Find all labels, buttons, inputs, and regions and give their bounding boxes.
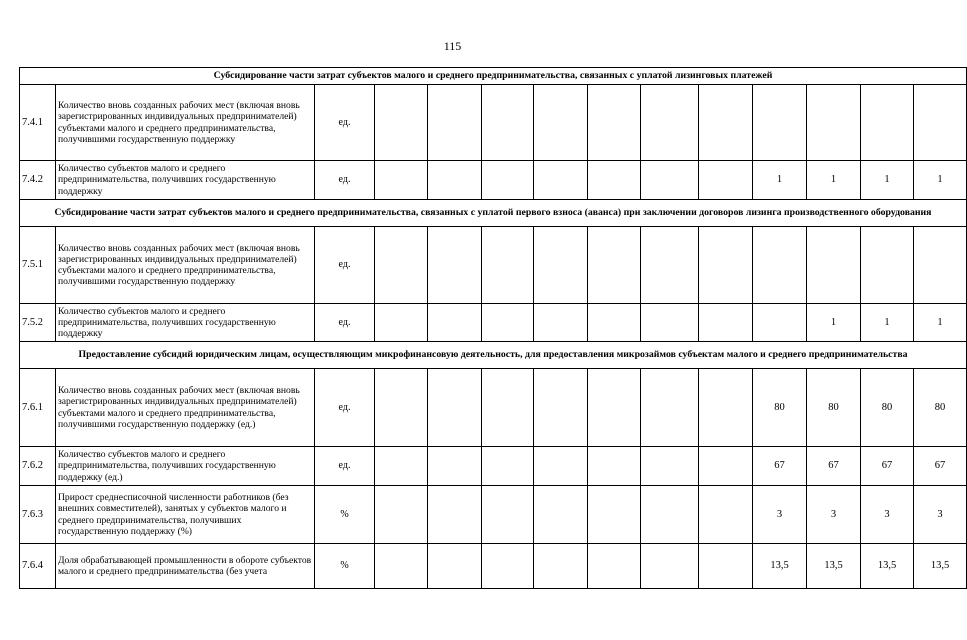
row-number: 7.6.3 — [20, 486, 56, 544]
value-cell: 67 — [861, 447, 914, 486]
table-row — [20, 161, 967, 200]
unit-cell: % — [315, 544, 375, 589]
section-header-row — [20, 200, 967, 227]
indicator-name: Количество субъектов малого и среднего предпринимательства, получивших государственную поддержку — [56, 304, 315, 342]
value-cell — [641, 447, 699, 486]
value-cell: 13,5 — [914, 544, 967, 589]
value-cell — [807, 227, 861, 304]
value-cell: 13,5 — [753, 544, 807, 589]
value-cell: 13,5 — [807, 544, 861, 589]
page-number: 115 — [443, 39, 462, 53]
value-cell — [699, 369, 753, 447]
value-cell — [534, 369, 588, 447]
value-cell: 13,5 — [861, 544, 914, 589]
value-cell — [428, 85, 482, 161]
value-cell — [375, 447, 428, 486]
value-cell — [534, 486, 588, 544]
value-cell — [641, 486, 699, 544]
value-cell — [428, 369, 482, 447]
value-cell: 67 — [807, 447, 861, 486]
value-cell — [534, 85, 588, 161]
value-cell: 3 — [807, 486, 861, 544]
table-row — [20, 369, 967, 447]
section-header-row — [20, 68, 967, 85]
row-number: 7.6.1 — [20, 369, 56, 447]
value-cell — [375, 85, 428, 161]
table-row — [20, 227, 967, 304]
value-cell — [588, 544, 641, 589]
value-cell: 1 — [914, 161, 967, 200]
unit-cell: ед. — [315, 85, 375, 161]
indicator-name: Количество вновь созданных рабочих мест (включая вновь зарегистрированных индивидуальных предпринимателей) субъектами малого и среднего предпринимательства, получившими государственную поддержку — [56, 85, 315, 161]
value-cell — [699, 486, 753, 544]
value-cell — [588, 304, 641, 342]
value-cell — [375, 227, 428, 304]
indicator-table — [19, 67, 967, 589]
section-title: Субсидирование части затрат субъектов малого и среднего предпринимательства, связанных с уплатой первого взноса (аванса) при заключении договоров лизинга производственного оборудования — [20, 200, 967, 227]
value-cell: 80 — [914, 369, 967, 447]
table-row — [20, 304, 967, 342]
value-cell — [641, 369, 699, 447]
value-cell — [534, 161, 588, 200]
value-cell — [482, 161, 534, 200]
value-cell: 67 — [753, 447, 807, 486]
table-row — [20, 447, 967, 486]
value-cell — [588, 447, 641, 486]
value-cell: 80 — [807, 369, 861, 447]
value-cell — [375, 161, 428, 200]
value-cell — [699, 447, 753, 486]
value-cell — [641, 161, 699, 200]
indicator-name: Количество вновь созданных рабочих мест (включая вновь зарегистрированных индивидуальных предпринимателей) субъектами малого и среднего предпринимательства, получившими государственную поддержку — [56, 227, 315, 304]
value-cell — [861, 227, 914, 304]
value-cell — [534, 227, 588, 304]
value-cell — [753, 304, 807, 342]
value-cell — [482, 369, 534, 447]
value-cell — [482, 304, 534, 342]
value-cell: 67 — [914, 447, 967, 486]
value-cell — [699, 304, 753, 342]
value-cell — [861, 85, 914, 161]
value-cell — [534, 544, 588, 589]
value-cell — [534, 447, 588, 486]
row-number: 7.5.2 — [20, 304, 56, 342]
value-cell — [699, 544, 753, 589]
indicator-name: Количество вновь созданных рабочих мест (включая вновь зарегистрированных индивидуальных предпринимателей) субъектами малого и среднего предпринимательства, получившими государственную поддержку (ед.) — [56, 369, 315, 447]
indicator-name: Доля обрабатывающей промышленности в обороте субъектов малого и среднего предпринимательства (без учета — [56, 544, 315, 589]
row-number: 7.6.4 — [20, 544, 56, 589]
table-row — [20, 486, 967, 544]
value-cell: 1 — [861, 161, 914, 200]
unit-cell: % — [315, 486, 375, 544]
value-cell — [641, 85, 699, 161]
value-cell: 1 — [861, 304, 914, 342]
value-cell — [375, 369, 428, 447]
value-cell — [588, 369, 641, 447]
value-cell — [641, 227, 699, 304]
indicator-name: Количество субъектов малого и среднего предпринимательства, получивших государственную поддержку — [56, 161, 315, 200]
row-number: 7.6.2 — [20, 447, 56, 486]
row-number: 7.4.1 — [20, 85, 56, 161]
value-cell — [588, 227, 641, 304]
value-cell — [482, 486, 534, 544]
value-cell — [641, 304, 699, 342]
value-cell — [482, 544, 534, 589]
value-cell: 3 — [914, 486, 967, 544]
value-cell — [699, 85, 753, 161]
value-cell — [753, 227, 807, 304]
value-cell — [482, 227, 534, 304]
value-cell — [588, 486, 641, 544]
value-cell — [428, 161, 482, 200]
indicator-name: Количество субъектов малого и среднего предпринимательства, получивших государственную поддержку (ед.) — [56, 447, 315, 486]
value-cell — [428, 447, 482, 486]
table-row — [20, 85, 967, 161]
value-cell: 80 — [753, 369, 807, 447]
value-cell — [699, 161, 753, 200]
value-cell — [482, 447, 534, 486]
value-cell — [428, 544, 482, 589]
row-number: 7.5.1 — [20, 227, 56, 304]
value-cell: 3 — [861, 486, 914, 544]
value-cell: 1 — [807, 304, 861, 342]
value-cell — [428, 486, 482, 544]
value-cell: 1 — [807, 161, 861, 200]
value-cell — [375, 486, 428, 544]
section-header-row — [20, 342, 967, 369]
value-cell — [753, 85, 807, 161]
section-title: Субсидирование части затрат субъектов малого и среднего предпринимательства, связанных с уплатой лизинговых платежей — [20, 68, 967, 85]
unit-cell: ед. — [315, 227, 375, 304]
value-cell — [588, 161, 641, 200]
value-cell — [641, 544, 699, 589]
unit-cell: ед. — [315, 447, 375, 486]
value-cell — [482, 85, 534, 161]
value-cell: 1 — [753, 161, 807, 200]
section-title: Предоставление субсидий юридическим лицам, осуществляющим микрофинансовую деятельность, для предоставления микрозаймов субъектам малого и среднего предпринимательства — [20, 342, 967, 369]
value-cell — [807, 85, 861, 161]
value-cell: 3 — [753, 486, 807, 544]
indicator-name: Прирост среднесписочной численности работников (без внешних совместителей), занятых у субъектов малого и среднего предпринимательства, получивших государственную поддержку (%) — [56, 486, 315, 544]
value-cell: 80 — [861, 369, 914, 447]
value-cell — [699, 227, 753, 304]
row-number: 7.4.2 — [20, 161, 56, 200]
value-cell — [375, 544, 428, 589]
unit-cell: ед. — [315, 369, 375, 447]
value-cell — [375, 304, 428, 342]
value-cell: 1 — [914, 304, 967, 342]
value-cell — [914, 227, 967, 304]
unit-cell: ед. — [315, 304, 375, 342]
value-cell — [914, 85, 967, 161]
value-cell — [534, 304, 588, 342]
value-cell — [428, 304, 482, 342]
table-row — [20, 544, 967, 589]
value-cell — [428, 227, 482, 304]
value-cell — [588, 85, 641, 161]
unit-cell: ед. — [315, 161, 375, 200]
